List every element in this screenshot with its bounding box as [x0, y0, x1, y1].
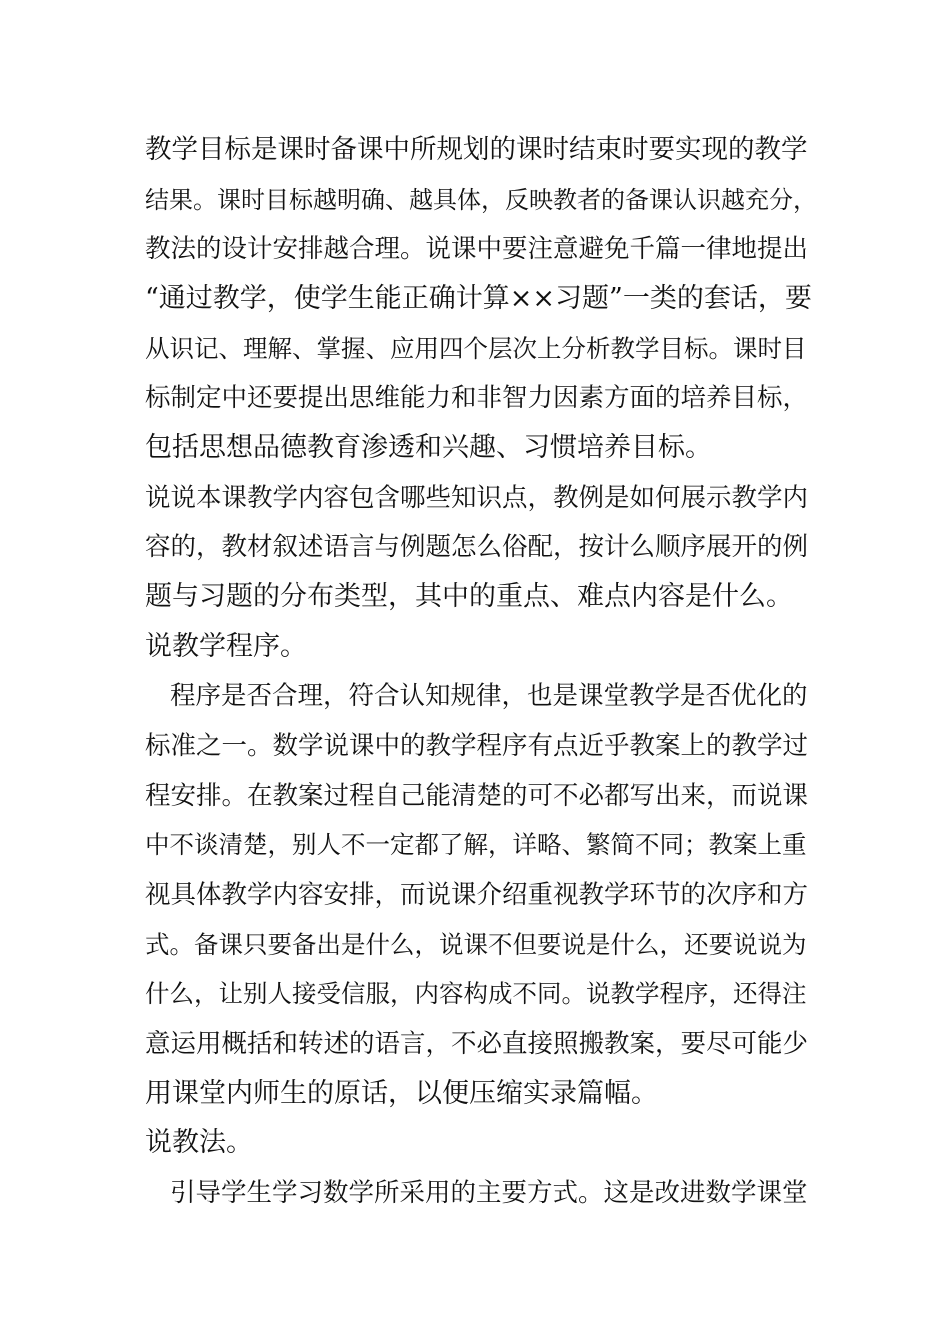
text-line: “通过教学，使学生能正确计算××习题”一类的套话，要 — [145, 283, 812, 314]
section-heading: 说教法。 — [145, 1127, 253, 1158]
text-line: 教学目标是课时备课中所规划的课时结束时要实现的教学 — [145, 134, 808, 165]
text-line: 标制定中还要提出思维能力和非智力因素方面的培养目标， — [145, 383, 809, 413]
text-line: 意运用概括和转述的语言，不必直接照搬教案，要尽可能少 — [145, 1029, 809, 1059]
section-heading: 说教学程序。 — [145, 631, 307, 662]
text-line: 标准之一。数学说课中的教学程序有点近乎教案上的教学过 — [145, 731, 809, 761]
text-line: 中不谈清楚，别人不一定都了解，详略、繁简不同；教案上重 — [145, 830, 807, 859]
text-line: 视具体教学内容安排，而说课介绍重视教学环节的次序和方 — [145, 880, 809, 910]
text-line: 式。备课只要备出是什么，说课不但要说是什么，还要说说为 — [145, 930, 807, 959]
text-line: 容的，教材叙述语言与例题怎么俗配，按计么顺序展开的例 — [145, 532, 809, 562]
text-line: 教法的设计安排越合理。说课中要注意避免千篇一律地提出 — [145, 234, 809, 264]
text-line: 引导学生学习数学所采用的主要方式。这是改进数学课堂 — [170, 1178, 808, 1208]
text-line: 结果。课时目标越明确、越具体，反映教者的备课认识越充分， — [145, 186, 817, 214]
text-line: 什么，让别人接受信服，内容构成不同。说教学程序，还得注 — [145, 979, 807, 1008]
text-line: 包括思想品德教育渗透和兴趣、习惯培养目标。 — [145, 432, 712, 463]
text-line: 用课堂内师生的原话，以便压缩实录篇幅。 — [145, 1078, 658, 1109]
text-line: 程安排。在教案过程自己能清楚的可不必都写出来，而说课 — [145, 781, 809, 811]
text-line: 说说本课教学内容包含哪些知识点，教例是如何展示教学内 — [145, 483, 809, 513]
text-line: 从识记、理解、掌握、应用四个层次上分析教学目标。课时目 — [145, 334, 807, 363]
text-line: 题与习题的分布类型，其中的重点、难点内容是什么。 — [145, 581, 793, 612]
text-line: 程序是否合理，符合认知规律，也是课堂教学是否优化的 — [170, 681, 808, 711]
